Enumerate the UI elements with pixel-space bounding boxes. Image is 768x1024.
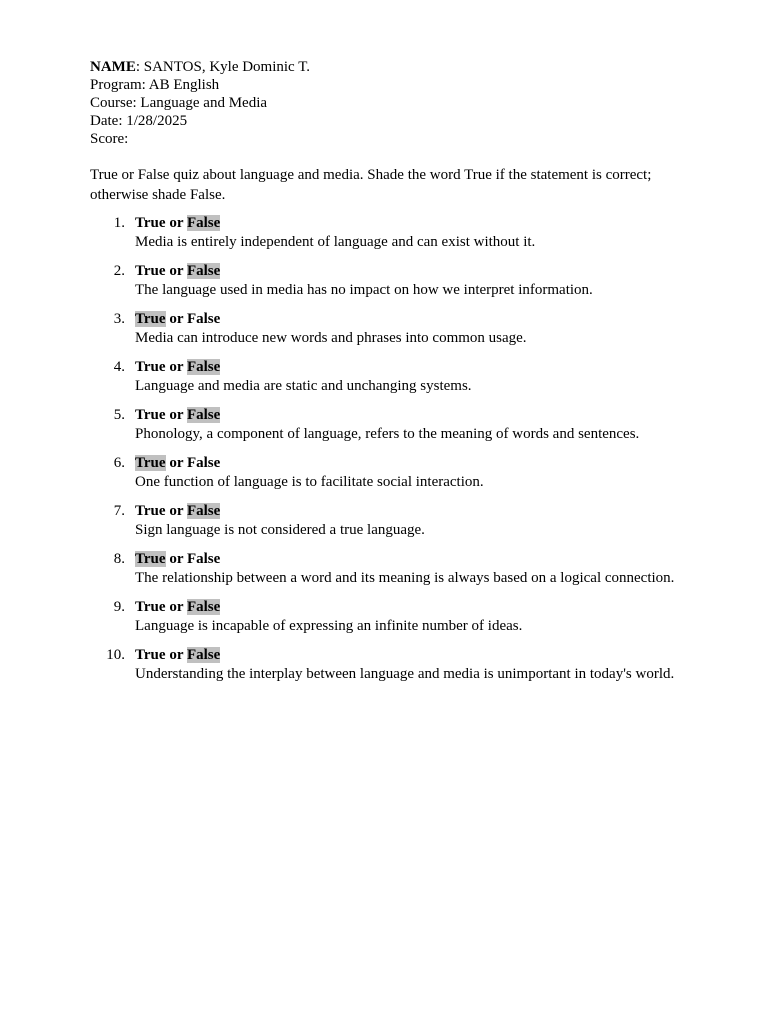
option-false[interactable]: False bbox=[186, 551, 221, 567]
option-true[interactable]: True bbox=[135, 599, 166, 615]
item-number: 1. bbox=[113, 215, 125, 231]
name-value: : SANTOS, Kyle Dominic T. bbox=[135, 59, 310, 75]
true-false-choice bbox=[135, 357, 690, 377]
true-false-choice bbox=[135, 213, 690, 233]
option-true[interactable]: True bbox=[135, 407, 166, 423]
option-false[interactable]: False bbox=[186, 407, 221, 423]
option-separator: or bbox=[165, 215, 187, 231]
quiz-item bbox=[90, 597, 690, 636]
true-false-choice bbox=[135, 261, 690, 281]
item-number: 4. bbox=[113, 359, 125, 375]
quiz-list bbox=[90, 213, 690, 684]
option-separator: or bbox=[165, 599, 187, 615]
item-statement: One function of language is to facilitate social interaction. bbox=[135, 474, 484, 490]
course-line: Course: Language and Media bbox=[90, 95, 268, 111]
option-false[interactable]: False bbox=[186, 503, 221, 519]
quiz-item bbox=[90, 645, 690, 684]
option-true[interactable]: True bbox=[135, 455, 166, 471]
true-false-choice bbox=[135, 453, 690, 473]
option-false[interactable]: False bbox=[186, 359, 221, 375]
item-number: 10. bbox=[106, 647, 125, 663]
item-number: 9. bbox=[113, 599, 125, 615]
name-label: NAME bbox=[90, 59, 136, 75]
quiz-item bbox=[90, 309, 690, 348]
option-separator: or bbox=[165, 407, 187, 423]
item-number: 2. bbox=[113, 263, 125, 279]
name-line bbox=[90, 58, 690, 76]
quiz-item bbox=[90, 501, 690, 540]
option-separator: or bbox=[165, 455, 187, 471]
quiz-item bbox=[90, 357, 690, 396]
option-separator: or bbox=[165, 359, 187, 375]
item-statement: Understanding the interplay between language and media is unimportant in today's world. bbox=[135, 666, 675, 682]
option-false[interactable]: False bbox=[186, 599, 221, 615]
item-statement: Language is incapable of expressing an infinite number of ideas. bbox=[135, 618, 523, 634]
quiz-item bbox=[90, 453, 690, 492]
option-separator: or bbox=[165, 311, 187, 327]
item-statement: Media is entirely independent of language and can exist without it. bbox=[135, 234, 536, 250]
date-line: Date: 1/28/2025 bbox=[90, 113, 188, 129]
item-number: 8. bbox=[113, 551, 125, 567]
option-false[interactable]: False bbox=[186, 311, 221, 327]
quiz-item bbox=[90, 405, 690, 444]
item-number: 5. bbox=[113, 407, 125, 423]
option-separator: or bbox=[165, 263, 187, 279]
option-false[interactable]: False bbox=[186, 263, 221, 279]
true-false-choice bbox=[135, 549, 690, 569]
quiz-instructions: True or False quiz about language and media. Shade the word True if the statement is correct; otherwise shade False. bbox=[90, 167, 652, 203]
quiz-item bbox=[90, 213, 690, 252]
option-false[interactable]: False bbox=[186, 215, 221, 231]
option-true[interactable]: True bbox=[135, 359, 166, 375]
item-statement: Media can introduce new words and phrases into common usage. bbox=[135, 330, 527, 346]
option-separator: or bbox=[165, 647, 187, 663]
quiz-item bbox=[90, 261, 690, 300]
program-line: Program: AB English bbox=[90, 77, 220, 93]
item-statement: The relationship between a word and its meaning is always based on a logical connection. bbox=[135, 570, 675, 586]
true-false-choice bbox=[135, 405, 690, 425]
option-true[interactable]: True bbox=[135, 215, 166, 231]
true-false-choice bbox=[135, 309, 690, 329]
item-number: 6. bbox=[113, 455, 125, 471]
quiz-item bbox=[90, 549, 690, 588]
true-false-choice bbox=[135, 645, 690, 665]
option-false[interactable]: False bbox=[186, 455, 221, 471]
item-statement: Language and media are static and unchanging systems. bbox=[135, 378, 472, 394]
option-false[interactable]: False bbox=[186, 647, 221, 663]
score-line: Score: bbox=[90, 131, 129, 147]
option-true[interactable]: True bbox=[135, 647, 166, 663]
item-statement: Phonology, a component of language, refers to the meaning of words and sentences. bbox=[135, 426, 640, 442]
true-false-choice bbox=[135, 501, 690, 521]
option-separator: or bbox=[165, 503, 187, 519]
item-statement: Sign language is not considered a true language. bbox=[135, 522, 425, 538]
item-statement: The language used in media has no impact on how we interpret information. bbox=[135, 282, 593, 298]
option-true[interactable]: True bbox=[135, 551, 166, 567]
true-false-choice bbox=[135, 597, 690, 617]
option-true[interactable]: True bbox=[135, 263, 166, 279]
student-header bbox=[90, 58, 690, 148]
option-true[interactable]: True bbox=[135, 311, 166, 327]
document-page bbox=[90, 58, 690, 693]
option-true[interactable]: True bbox=[135, 503, 166, 519]
option-separator: or bbox=[165, 551, 187, 567]
item-number: 3. bbox=[113, 311, 125, 327]
item-number: 7. bbox=[113, 503, 125, 519]
